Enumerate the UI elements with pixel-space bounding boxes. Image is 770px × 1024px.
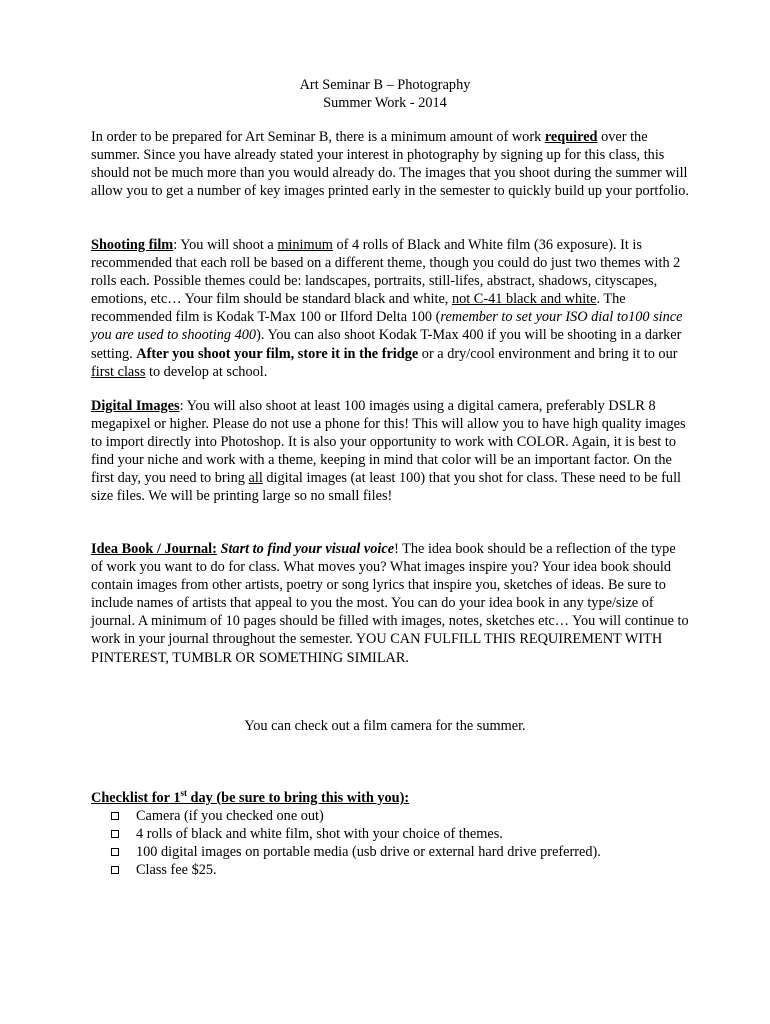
digital-all: all: [248, 470, 263, 487]
shooting-fridge-note: After you shoot your film, store it in the fridge: [136, 345, 419, 362]
checkbox-icon: [111, 812, 119, 820]
checklist-heading-b: day (be sure to bring this with you):: [186, 790, 410, 806]
shooting-text-5: or a dry/cool environment and bring it to our: [418, 345, 678, 362]
shooting-text-3: . The recommended film is Kodak T-Max 100 or Ilford Delta 100 (: [91, 291, 626, 326]
shooting-film-heading: Shooting film: [91, 237, 174, 253]
checklist-item-label: 4 rolls of black and white film, shot with your choice of themes.: [136, 826, 503, 843]
checklist-item: [108, 843, 708, 861]
checklist-heading-sup: st: [180, 788, 187, 799]
checklist: [108, 807, 708, 879]
digital-text-2: digital images (at least 100) that you shot for class. These need to be full size files. We will be printing large so no small files!: [91, 470, 682, 505]
document-title: Art Seminar B – Photography: [299, 77, 471, 93]
checklist-item: [108, 807, 708, 825]
checklist-item-label: Camera (if you checked one out): [136, 808, 324, 824]
shooting-text-1: : You will shoot a: [173, 237, 278, 253]
digital-images-heading: Digital Images: [91, 398, 180, 414]
document-subtitle: Summer Work - 2014: [323, 95, 447, 111]
shooting-not-c41: not C-41 black and white: [451, 291, 597, 308]
intro-paragraph: [91, 128, 691, 200]
shooting-text-2: of 4 rolls of Black and White film (36 exposure). It is recommended that each roll be based on a different theme, though you could do just two themes with 2 rolls each. Possible themes could be: landscapes, portraits, still-lifes, abstract, shadows, cityscapes, emotions, etc… Your film should be standard black and white,: [91, 237, 681, 308]
camera-note: You can check out a film camera for the summer.: [244, 718, 526, 734]
shooting-text-4: ). You can also shoot Kodak T-Max 400 if you will be shooting in a darker setting.: [91, 327, 682, 362]
intro-text-1: In order to be prepared for Art Seminar B, there is a minimum amount of work: [91, 129, 545, 145]
idea-book-paragraph: [91, 540, 691, 667]
idea-book-heading: Idea Book / Journal:: [91, 541, 217, 557]
checklist-heading-a: Checklist for 1: [91, 790, 181, 806]
digital-images-paragraph: [91, 397, 691, 506]
checklist-item: [108, 861, 708, 879]
checklist-heading: [91, 789, 409, 807]
checkbox-icon: [111, 866, 119, 874]
checklist-item: [108, 825, 708, 843]
checklist-item-label: Class fee $25.: [136, 862, 217, 879]
shooting-iso-note: remember to set your ISO dial to100 since you are used to shooting 400: [91, 309, 683, 344]
idea-text-2: ! The idea book should be a reflection of the type of work you want to do for class. What moves you? What images inspire you? Your idea book should contain images from other artists, poetry or song lyrics that inspire you, sketches of ideas. Be sure to include names of artists that appeal to you the most. You can do your idea book in any type/size of journal. A minimum of 10 pages should be filled with images, notes, sketches etc… You will continue to work in your journal throughout the semester. YOU CAN FULFILL THIS REQUIREMENT WITH PINTEREST, TUMBLR OR SOMETHING SIMILAR.: [91, 541, 689, 666]
checkbox-icon: [111, 830, 119, 838]
shooting-film-paragraph: [91, 236, 691, 381]
checkbox-icon: [111, 848, 119, 856]
digital-text-1: : You will also shoot at least 100 images using a digital camera, preferably DSLR 8 megapixel or higher. Please do not use a phone for this! This will allow you to have high quality images to import directly into Photoshop. It is also your opportunity to work with COLOR. Again, it is best to find your niche and work with a theme, keeping in mind that color will be an important factor. On the first day, you need to bring: [91, 398, 686, 487]
shooting-minimum: minimum: [277, 237, 333, 253]
intro-text-2: over the summer. Since you have already stated your interest in photography by signing up for this class, this should not be much more than you would already do. The images that you shoot during the summer will allow you to get a number of key images printed early in the semester to quickly build up your portfolio.: [91, 129, 689, 200]
shooting-first-class: first class: [91, 363, 146, 380]
shooting-text-6: to develop at school.: [145, 363, 268, 380]
checklist-item-label: 100 digital images on portable media (usb drive or external hard drive preferred).: [136, 844, 601, 861]
intro-required: required: [544, 129, 598, 145]
idea-visual-voice: Start to find your visual voice: [220, 541, 395, 557]
